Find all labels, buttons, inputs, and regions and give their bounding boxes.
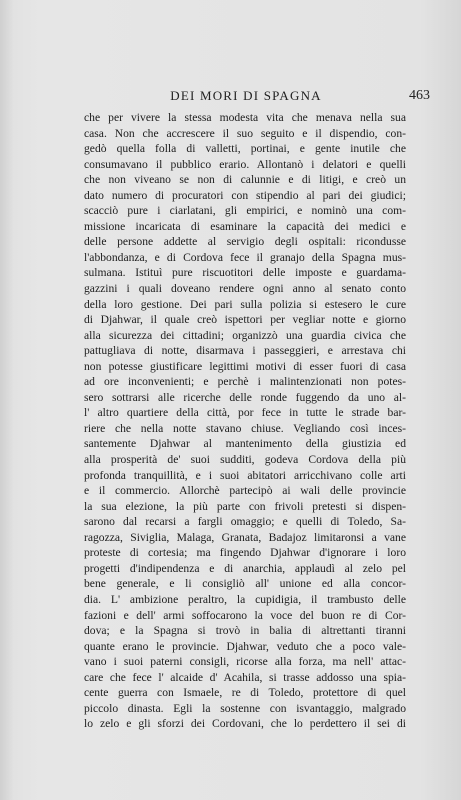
text-line: l' altro quartiere della città, por fece in tutte le strade bar- <box>84 406 406 420</box>
text-line: progetti d'indipendenza e di anarchia, applaudì al zelo pel <box>84 561 406 575</box>
text-line: ad ore inconvenienti; e perchè i malintenzionati non potes- <box>84 375 406 389</box>
text-line: alla sicurezza dei cittadini; organizzò una guardia civica che <box>84 328 406 342</box>
text-line: riere che nella notte stavano chiuse. Vegliando così inces- <box>84 421 406 435</box>
text-line: alla prosperità de' suoi sudditi, godeva Cordova della più <box>84 453 406 467</box>
text-line: dato numero di procuratori con stipendio al pari dei giudici; <box>84 188 406 202</box>
text-line: piccolo dinasta. Egli la sostenne con isvantaggio, malgrado <box>84 701 406 715</box>
text-line: delle persone addette al servigio degli ospitali: ricondusse <box>84 235 406 249</box>
text-line: vano i suoi paterni consigli, ricorse alla forza, ma nell' attac- <box>84 655 406 669</box>
page-number: 463 <box>409 88 430 103</box>
text-line: consumavano il pubblico erario. Allontanò i delatori e quelli <box>84 157 406 171</box>
text-line: della loro gestione. Dei pari sulla polizia si estesero le cure <box>84 297 406 311</box>
text-line: casa. Non che accrescere il suo seguito e il dispendio, con- <box>84 126 406 140</box>
text-line: fazioni e dell' armi soffocarono la voce del buon re di Cor- <box>84 608 406 622</box>
text-line: gazzini i quali doveano rendere ogni anno al senato conto <box>84 282 406 296</box>
text-line: care che fece l' alcaide d' Acahila, si trasse addosso una spia- <box>84 670 406 684</box>
text-line: pattugliava di notte, disarmava i passeggieri, e arrestava chi <box>84 344 406 358</box>
text-line: che per vivere la stessa modesta vita che menava nella sua <box>84 111 406 124</box>
text-line: quante erano le provincie. Djahwar, veduto che a poco vale- <box>84 639 406 653</box>
text-line: dova; e la Spagna si trovò in balia di altrettanti tiranni <box>84 624 406 638</box>
text-line: proteste di cortesia; ma fingendo Djahwar d'ignorare i loro <box>84 546 406 560</box>
text-line: e il commercio. Allorchè partecipò ai wali delle provincie <box>84 484 406 498</box>
running-title: DEI MORI DI SPAGNA <box>170 88 322 103</box>
text-line: lo zelo e gli sforzi dei Cordovani, che lo perdettero il sei di <box>84 717 406 731</box>
text-line: non potesse giustificare legittimi motivi di esser fuori di casa <box>84 359 406 373</box>
text-line: bene generale, e li consigliò all' unione ed alla concor- <box>84 577 406 591</box>
text-line: cente guerra con Ismaele, re di Toledo, protettore di quel <box>84 686 406 700</box>
text-line: che non viveano se non di calunnie e di litigi, e creò un <box>84 173 406 187</box>
text-line: missione incaricata di esaminare la capacità dei medici e <box>84 219 406 233</box>
text-line: la sua elezione, la più parte con frivoli pretesti si dispen- <box>84 499 406 513</box>
body-text <box>84 110 406 732</box>
text-line: dia. L' ambizione peraltro, la cupidigia, il trambusto delle <box>84 592 406 606</box>
text-line: sero sottrarsi alle ricerche delle ronde fuggendo da uno al- <box>84 390 406 404</box>
page-header <box>86 88 430 106</box>
text-line: scacciò pure i ciarlatani, gli empirici, e nominò una com- <box>84 204 406 218</box>
text-line: santemente Djahwar al mantenimento della giustizia ed <box>84 437 406 451</box>
text-line: sarono dal recarsi a fargli omaggio; e quelli di Toledo, Sa- <box>84 515 406 529</box>
text-line: sulmana. Istituì pure riscuotitori delle imposte e guardama- <box>84 266 406 280</box>
text-line: di Djahwar, il quale creò ispettori per vegliar notte e giorno <box>84 313 406 327</box>
text-line: ragozza, Siviglia, Malaga, Granata, Badajoz limitaronsi a vane <box>84 530 406 544</box>
text-line: l'abbondanza, e di Cordova fece il granajo della Spagna mus- <box>84 250 406 264</box>
text-line: gedò quella folla di valletti, portinai, e gente inutile che <box>84 142 406 156</box>
text-line: profonda tranquillità, e i suoi abitatori arricchivano colle arti <box>84 468 406 482</box>
